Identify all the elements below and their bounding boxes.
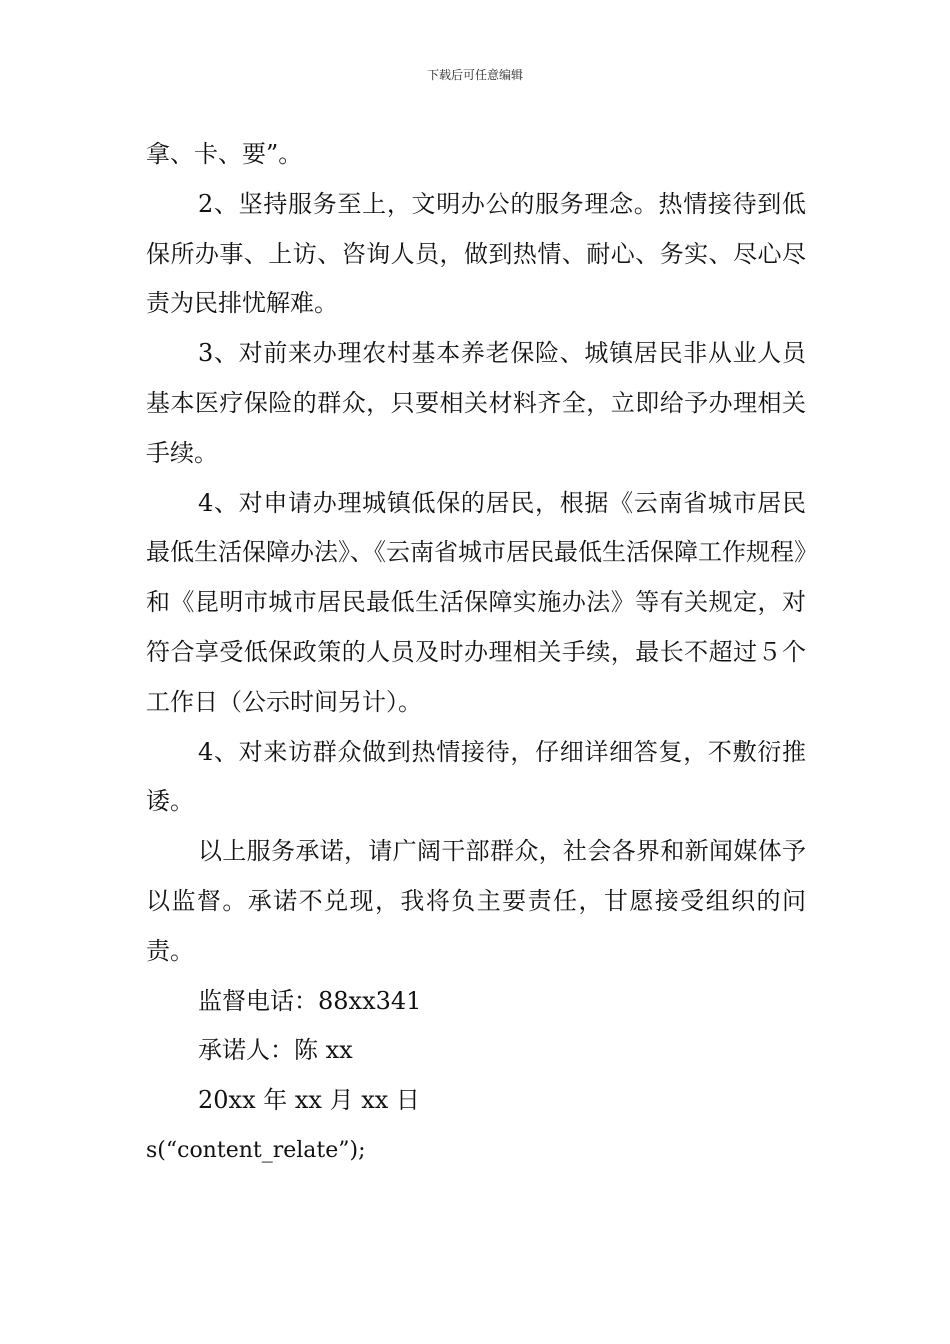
paragraph: 以上服务承诺，请广阔干部群众，社会各界和新闻媒体予以监督。承诺不兑现，我将负主要责任，甘愿接受组织的问责。 [146,837,806,965]
date-line: 20xx 年 xx 月 xx 日 [198,1086,420,1115]
paragraph: 3、对前来办理农村基本养老保险、城镇居民非从业人员基本医疗保险的群众，只要相关材料齐全，立即给予办理相关手续。 [146,339,806,467]
supervision-phone: 监督电话：88xx341 [198,986,422,1015]
paragraph: 拿、卡、要”。 [146,140,303,168]
document-body [146,130,806,1176]
page-header: 下载后可任意编辑 [426,68,523,82]
paragraph: 2、坚持服务至上，文明办公的服务理念。热情接待到低保所办事、上访、咨询人员，做到热情、耐心、务实、尽心尽责为民排忧解难。 [146,189,806,318]
paragraph: 4、对申请办理城镇低保的居民，根据《云南省城市居民最低生活保障办法》、《云南省城市居民最低生活保障工作规程》和《昆明市城市居民最低生活保障实施办法》等有关规定，对符合享受低保政策的人员及时办理相关手续，最长不超过５个工作日（公示时间另计）。 [146,488,806,716]
code-line: s(“content_relate”); [146,1137,366,1163]
paragraph: 4、对来访群众做到热情接待，仔细详细答复，不敷衍推诿。 [146,737,806,816]
promiser: 承诺人：陈 xx [198,1036,353,1065]
